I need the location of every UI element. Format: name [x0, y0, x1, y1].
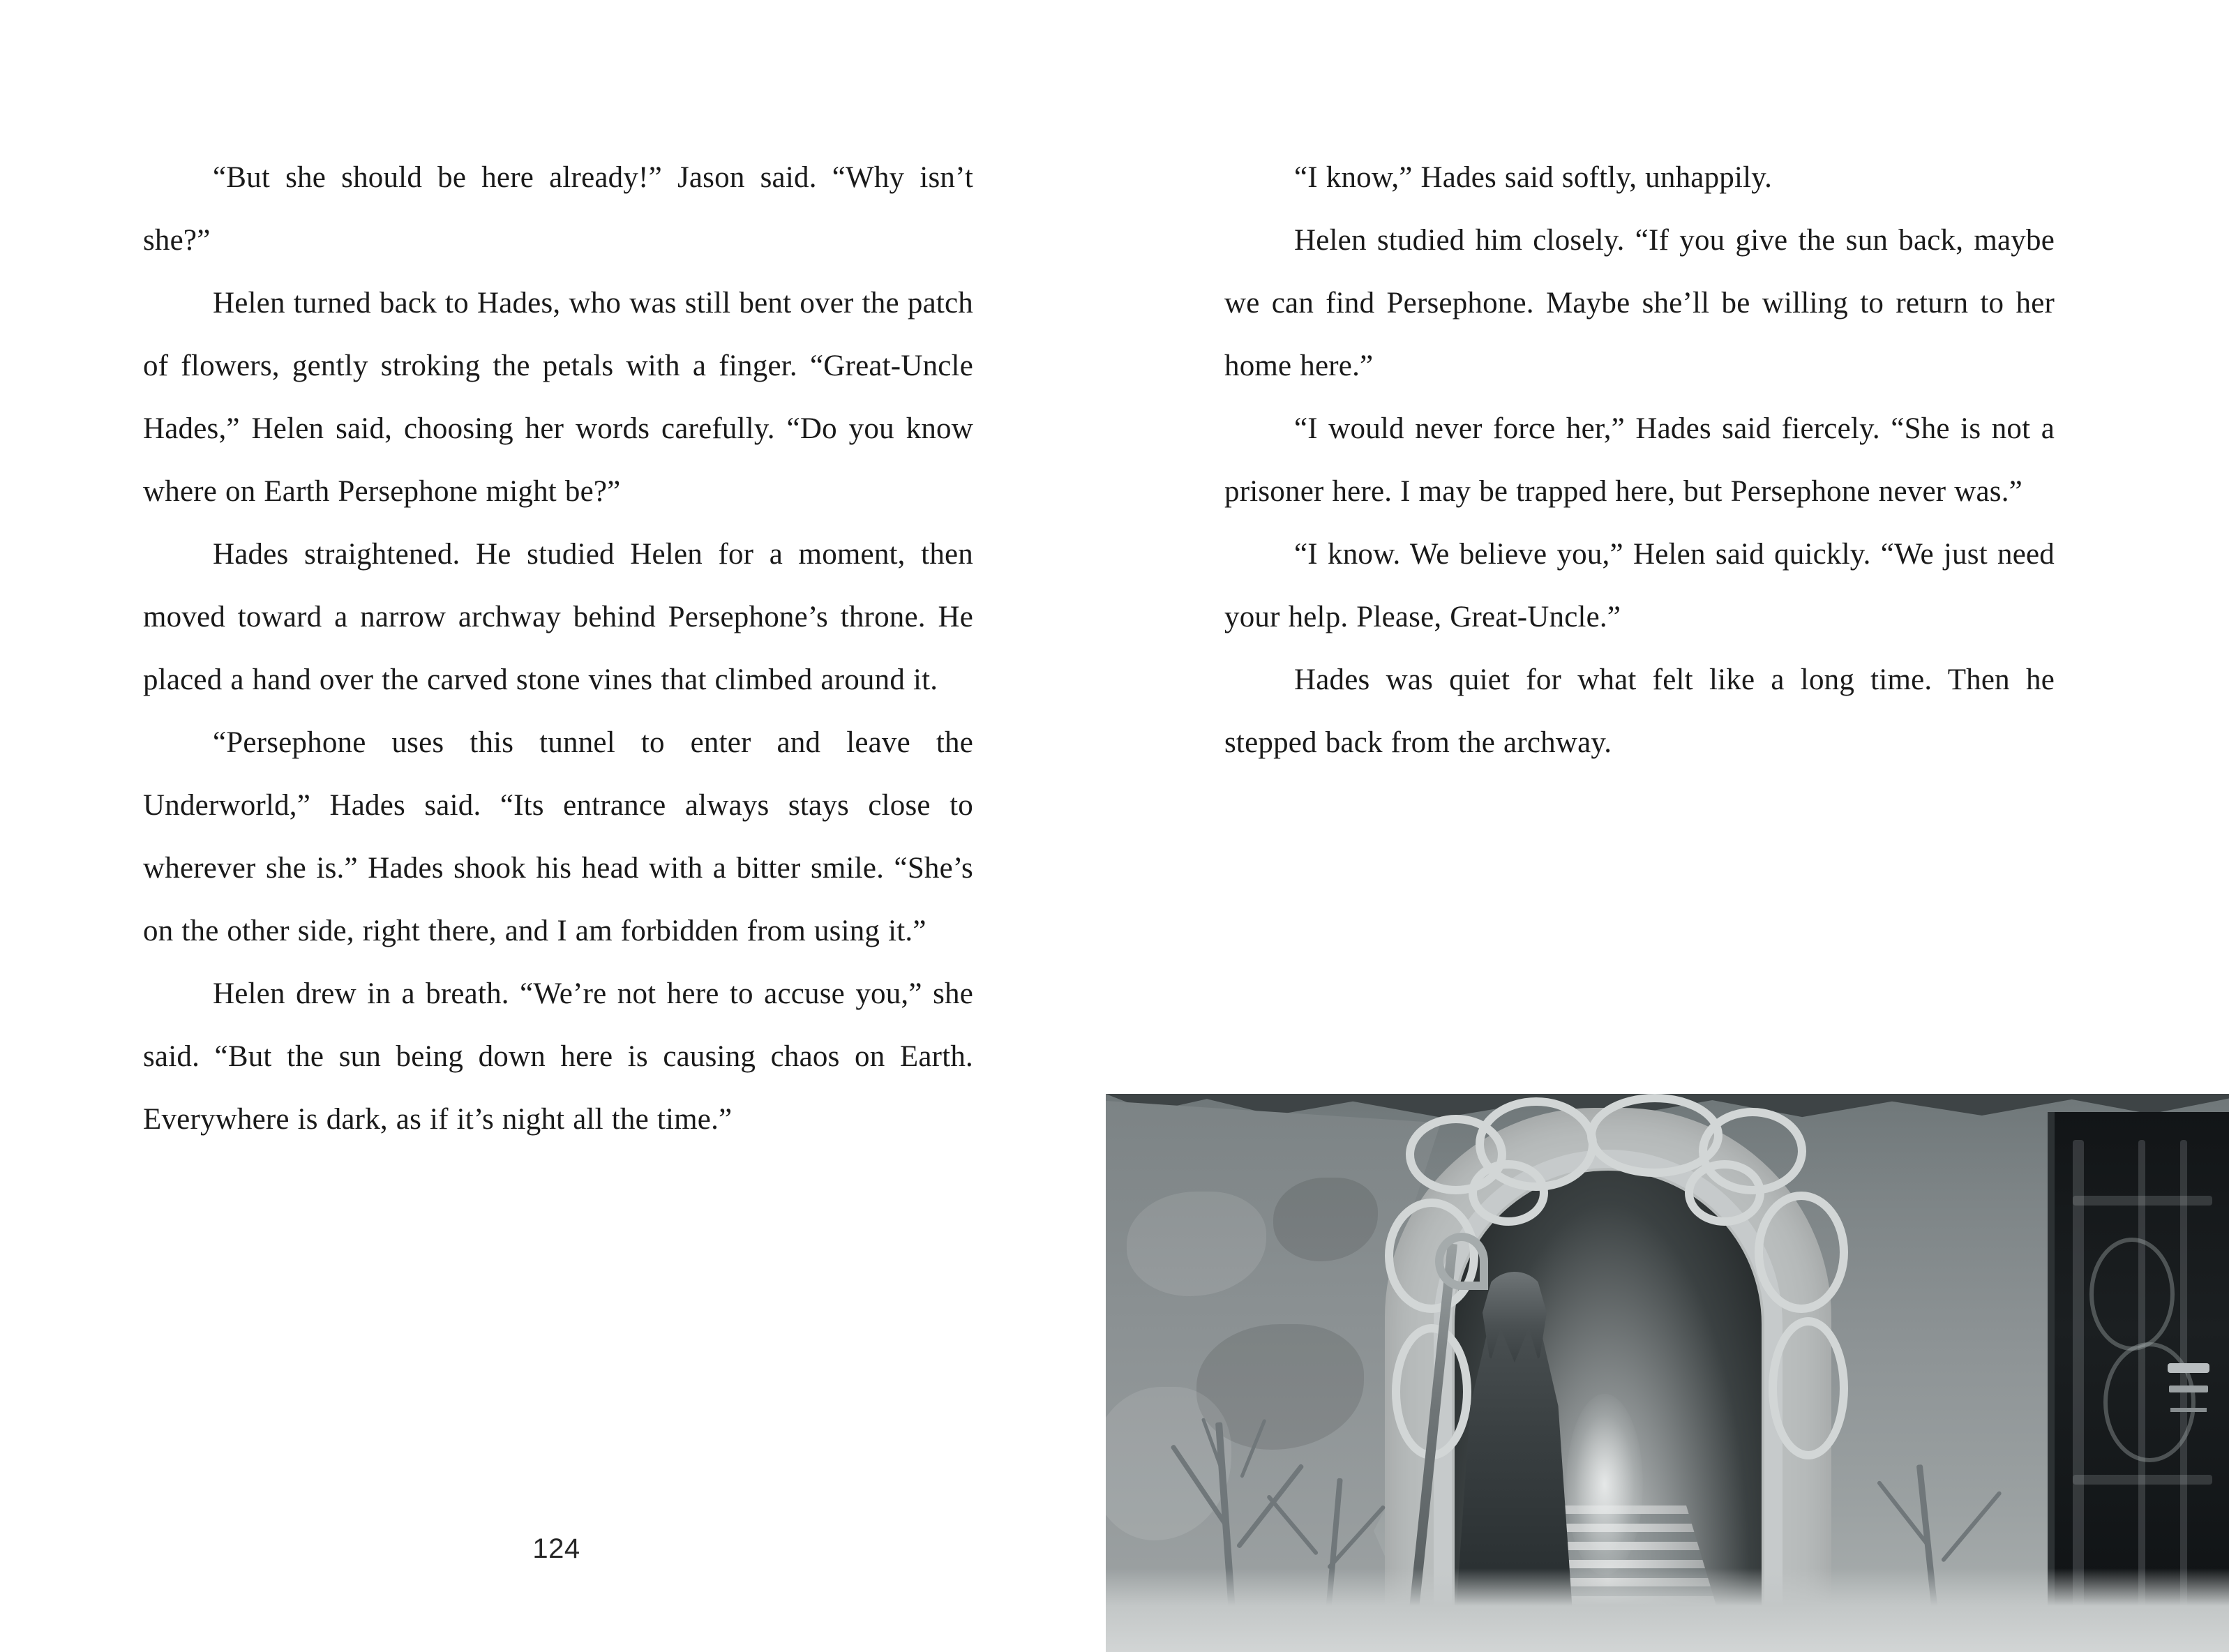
paragraph: “I would never force her,” Hades said fiercely. “She is not a prisoner here. I may be trapped here, but Persephone never was.”	[1224, 412, 2055, 508]
paragraph: Hades was quiet for what felt like a long time. Then he stepped back from the archway.	[1224, 663, 2055, 759]
branch	[1240, 1419, 1266, 1478]
right-page	[1095, 0, 2229, 1652]
paragraph: Helen drew in a breath. “We’re not here to accuse you,” she said. “But the sun being down here is causing chaos on Earth. Everywhere is dark, as if it’s night all the time.”	[143, 977, 973, 1136]
carved-vine	[1755, 1192, 1848, 1313]
paragraph: Helen studied him closely. “If you give the sun back, maybe we can find Persephone. Maybe she’ll be willing to return to her home here.”	[1224, 224, 2055, 382]
paragraph: “I know,” Hades said softly, unhappily.	[1294, 161, 1773, 194]
right-page-text-column	[1224, 147, 2055, 774]
paragraph: Helen turned back to Hades, who was still bent over the patch of flowers, gently stroking the petals with a finger. “Great-Uncle Hades,” Helen said, choosing her words carefully. “Do you know where on Earth Persephone might be?”	[143, 287, 973, 508]
carved-vine	[1685, 1160, 1764, 1226]
paragraph: “Persephone uses this tunnel to enter and leave the Underworld,” Hades said. “Its entrance always stays close to wherever she is.” Hades shook his head with a bitter smile. “She’s on the other side, right there, and I am forbidden from using it.”	[143, 726, 973, 947]
door-handle	[2168, 1363, 2209, 1373]
paragraph: Hades straightened. He studied Helen for a moment, then moved toward a narrow archway behind Persephone’s throne. He placed a hand over the carved stone vines that climbed around it.	[143, 538, 973, 696]
paragraph: “I know. We believe you,” Helen said quickly. “We just need your help. Please, Great-Uncle.”	[1224, 538, 2055, 633]
carved-vine	[1469, 1160, 1548, 1226]
branch	[1266, 1494, 1319, 1556]
door-band	[2073, 1140, 2084, 1621]
door-filigree	[2089, 1238, 2175, 1351]
figure-hair	[1483, 1272, 1547, 1362]
staff-head-icon	[1435, 1233, 1488, 1290]
door-filigree	[2103, 1342, 2196, 1462]
door-crossbar	[2073, 1196, 2212, 1206]
ground-plane	[1106, 1568, 2229, 1652]
page-number: 124	[532, 1533, 580, 1564]
door-crossbar	[2073, 1475, 2212, 1485]
branch	[1941, 1490, 2002, 1562]
chapter-illustration	[1106, 1094, 2229, 1652]
carved-vine	[1769, 1317, 1848, 1459]
left-page-text-column	[143, 147, 973, 1151]
paragraph: “But she should be here already!” Jason said. “Why isn’t she?”	[143, 161, 973, 257]
left-page	[0, 0, 1095, 1652]
